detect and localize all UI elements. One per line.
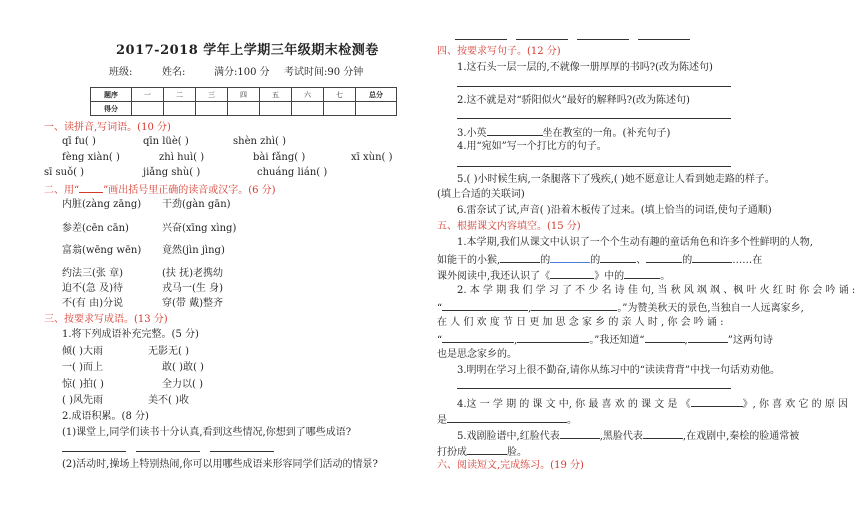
score-cell-4[interactable] — [228, 102, 260, 116]
idiom-item: 无影无( ) — [148, 346, 189, 357]
paragraph-text: 课外阅读中,我还认识了《 》中的 。 — [437, 268, 670, 283]
idiom-item: 惊( )拍( ) — [62, 379, 104, 390]
score-cell-7[interactable] — [324, 102, 356, 116]
question-text: (1)课堂上,同学们读书十分认真,看到这些情况,你想到了哪些成语? — [62, 427, 352, 438]
idiom-item: 一( )而上 — [62, 362, 103, 373]
pinyin-item: fèng xiàn( ) — [62, 152, 120, 163]
paragraph-text: “ , 。”我还知道“ , ”这两句诗 — [437, 332, 773, 347]
idiom-item: ( )风先雨 — [62, 395, 103, 406]
choice-item: 竟然(jìn jìng) — [162, 245, 225, 256]
pinyin-item: jiǎng shù( ) — [143, 167, 201, 178]
choice-item: 戎马一(生 身) — [162, 283, 223, 294]
top-blank-4 — [638, 39, 690, 40]
paragraph-text: 打扮成 脸。 — [437, 444, 527, 459]
question-text: 2.这不就是对“骄阳似火”最好的解释吗?(改为陈述句) — [457, 95, 690, 106]
choice-item: 不(有 由)分说 — [62, 298, 123, 309]
score-cell-6[interactable] — [292, 102, 324, 116]
pinyin-item: sī suǒ( ) — [44, 167, 85, 178]
section-2-heading: 二、用“ ”画出括号里正确的读音或汉字。(6 分) — [44, 182, 276, 197]
score-table-cell: 六 — [292, 88, 324, 102]
section-5-heading: 五、根据课文内容填空。(15 分) — [437, 221, 581, 232]
answer-line[interactable] — [457, 118, 731, 119]
pinyin-item: chuáng lián( ) — [257, 167, 328, 178]
pinyin-item: xī xùn( ) — [351, 152, 393, 163]
question-text: 4.用“宛如”写一个打比方的句子。 — [457, 141, 607, 152]
top-blank-3 — [577, 39, 629, 40]
answer-line[interactable] — [62, 451, 126, 452]
score-cell-5[interactable] — [260, 102, 292, 116]
choice-item: 干劲(gàn gān) — [162, 199, 231, 210]
paragraph-text: 2. 本 学 期 我 们 学 习 了 不 少 名 诗 佳 句, 当 秋 风 飒 飒 、枫 叶 火 红 时 你 会 吟 诵 : — [457, 285, 856, 296]
idiom-item: 倾( )大雨 — [62, 346, 103, 357]
score-table — [90, 87, 397, 116]
question-text: 1.这石头一层一层的,不就像一册厚厚的书吗?(改为陈述句) — [457, 62, 713, 73]
top-blank-2 — [516, 39, 568, 40]
paragraph-text: 1.本学期,我们从课文中认识了一个个生动有趣的童话角色和许多个性鲜明的人物, — [457, 237, 813, 248]
class-label: 班级: — [109, 67, 133, 78]
idiom-item: 美不( )收 — [148, 395, 189, 406]
pinyin-item: qīn lüè( ) — [143, 136, 189, 147]
pinyin-item: qī fu( ) — [62, 136, 96, 147]
page-title: 2017-2018 学年上学期三年级期末检测卷 — [116, 43, 379, 58]
paragraph-text: 5.戏剧脸谱中,红脸代表 ,黑脸代表 ,在戏剧中,秦桧的脸通常被 — [457, 428, 799, 443]
question-text: (2)活动时,操场上特别热闹,你可以用哪些成语来形容同学们活动的情景? — [62, 459, 378, 470]
choice-item: 穿(带 戴)整齐 — [162, 298, 223, 309]
paragraph-text: 4.这 一 学 期 的 课 文 中, 你 最 喜 欢 的 课 文 是 《 》, 你 喜 欢 它 的 原 因 — [457, 396, 848, 411]
answer-line[interactable] — [457, 388, 731, 389]
name-label: 姓名: — [162, 67, 186, 78]
choice-item: 兴奋(xīng xìng) — [162, 223, 237, 234]
answer-line[interactable] — [136, 451, 200, 452]
score-table-cell: 二 — [164, 88, 196, 102]
paragraph-text: 如能干的小猴, 的 的 、 的 ……在 — [437, 252, 762, 267]
section-6-heading: 六、阅读短文,完成练习。(19 分) — [437, 460, 584, 471]
question-text: 3.小英 坐在教室的一角。(补充句子) — [457, 125, 670, 140]
question-text: 5.( )小时候生病,一条腿落下了残疾,( )她不愿意让人看到她走路的样子。 — [457, 174, 775, 185]
score-cell-total[interactable] — [356, 102, 397, 116]
choice-item: 迫不(急 及)待 — [62, 283, 123, 294]
score-table-cell: 四 — [228, 88, 260, 102]
score-cell-2[interactable] — [164, 102, 196, 116]
score-table-cell: 总分 — [356, 88, 397, 102]
answer-line[interactable] — [457, 86, 731, 87]
choice-item: (扶 抚)老携幼 — [162, 268, 223, 279]
top-blank-1 — [455, 39, 507, 40]
question-text: 6.雷奈试了试,声音( )沿着木板传了过来。(填上恰当的词语,使句子通顺) — [457, 205, 772, 216]
pinyin-item: bài fǎng( ) — [253, 152, 306, 163]
pinyin-item: shèn zhì( ) — [233, 136, 286, 147]
section-3-heading: 三、按要求写成语。(13 分) — [44, 314, 168, 325]
score-table-cell: 一 — [132, 88, 164, 102]
score-cell-3[interactable] — [196, 102, 228, 116]
score-table-cell: 七 — [324, 88, 356, 102]
section-1-heading: 一、读拼音,写词语。(10 分) — [44, 122, 171, 133]
sub-question: 1.将下列成语补充完整。(5 分) — [62, 329, 199, 340]
pinyin-item: zhì huì( ) — [159, 152, 205, 163]
idiom-item: 全力以( ) — [162, 379, 203, 390]
score-cell-1[interactable] — [132, 102, 164, 116]
answer-line[interactable] — [457, 166, 731, 167]
idiom-item: 敢( )敢( ) — [162, 362, 204, 373]
score-table-cell: 题序 — [91, 88, 132, 102]
paragraph-text: 是 。 — [437, 412, 577, 427]
time-label: 考试时间:90 分钟 — [284, 67, 364, 78]
score-table-cell: 三 — [196, 88, 228, 102]
answer-line[interactable] — [210, 451, 274, 452]
question-text: (填上合适的关联词) — [437, 189, 525, 200]
sub-question: 2.成语积累。(8 分) — [62, 411, 149, 422]
score-table-cell: 五 — [260, 88, 292, 102]
choice-item: 约法三(张 章) — [62, 268, 123, 279]
paragraph-text: 3.明明在学习上很不勤奋,请你从练习中的“读读背背”中找一句话劝劝他。 — [457, 365, 780, 376]
choice-item: 富翁(wēng wēn) — [62, 245, 142, 256]
score-table-cell: 得分 — [91, 102, 132, 116]
section-4-heading: 四、按要求写句子。(12 分) — [437, 46, 561, 57]
choice-item: 内脏(zàng zāng) — [62, 199, 142, 210]
choice-item: 参差(cēn cān) — [62, 223, 129, 234]
score-label: 满分:100 分 — [214, 67, 270, 78]
paragraph-text: 在 人 们 欢 度 节 日 更 加 思 念 家 乡 的 亲 人 时 , 你 会 吟 诵 : — [437, 317, 724, 328]
paragraph-text: “ , 。”为赞美秋天的景色,当独自一人远离家乡, — [437, 300, 804, 315]
paragraph-text: 也是思念家乡的。 — [437, 349, 517, 360]
